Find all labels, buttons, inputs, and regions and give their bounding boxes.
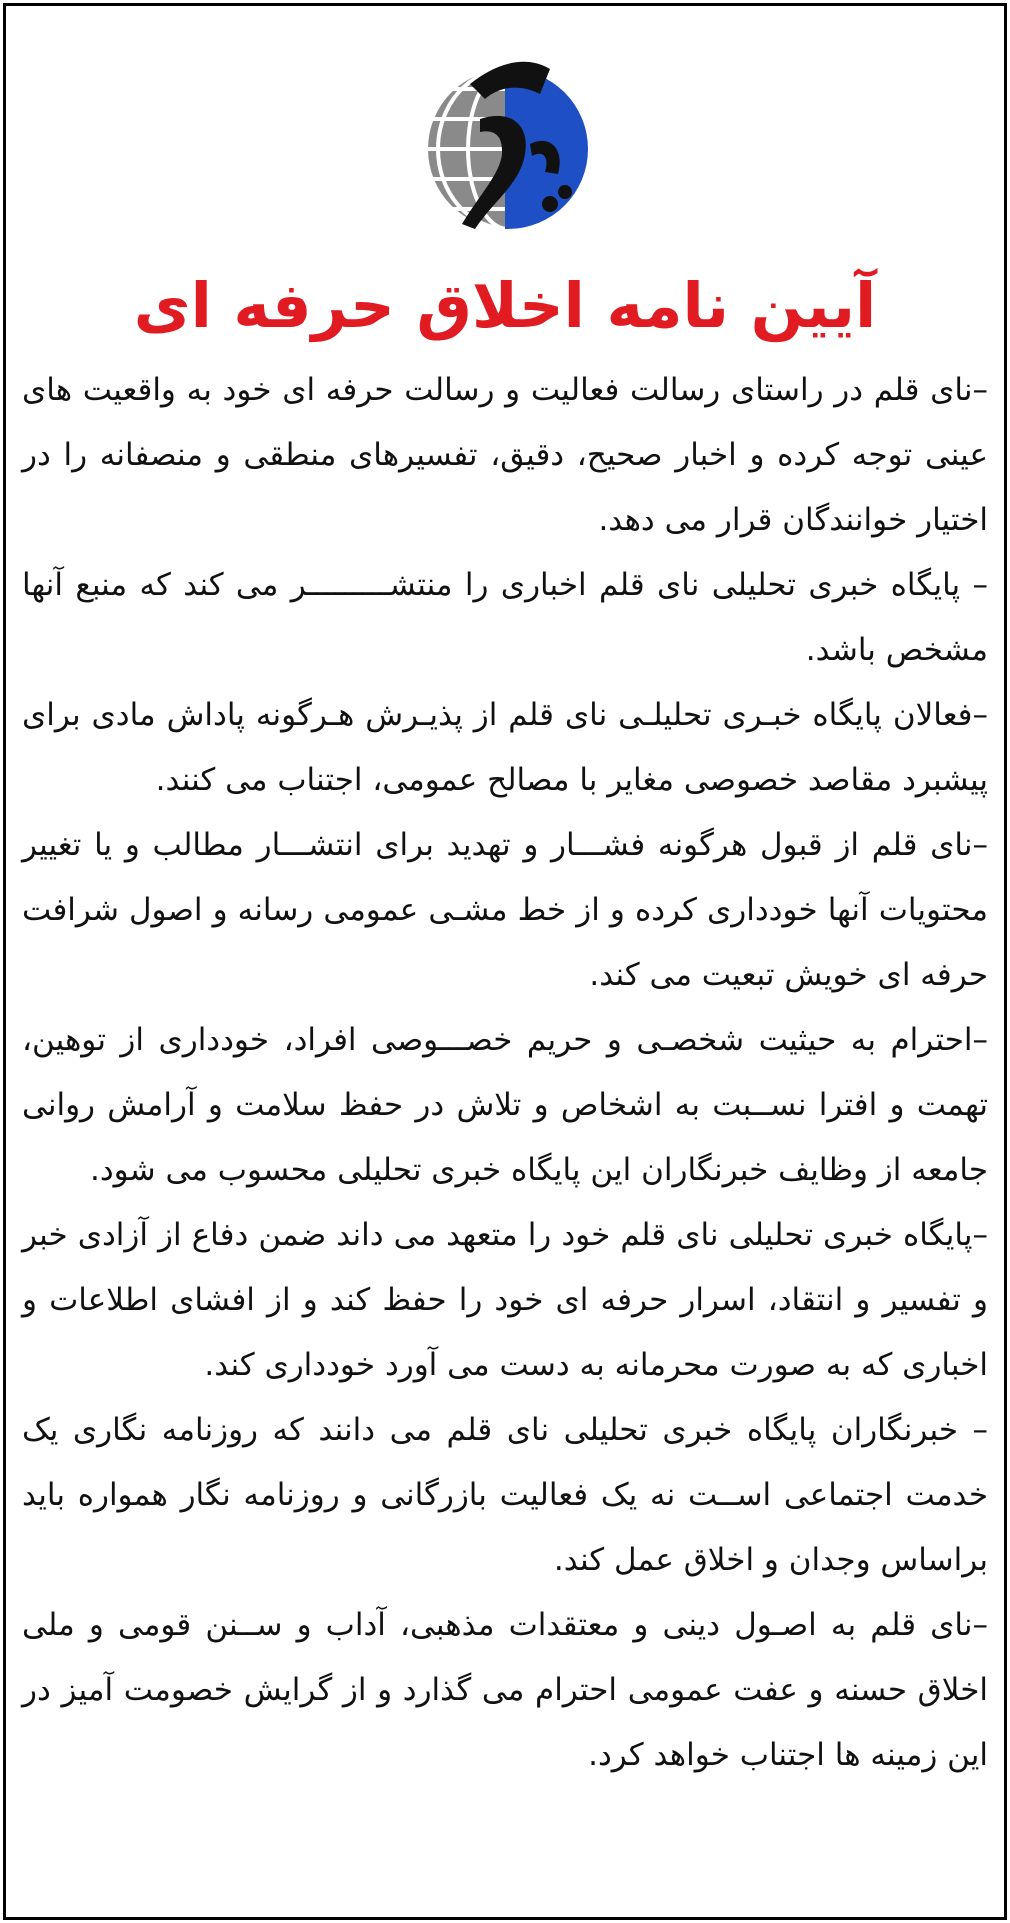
logo-tagline (400, 24, 408, 29)
paragraph-4: –نای قلم از قبول هرگونه فشـــار و تهدید برای انتشـــار مطالب و یا تغییر محتویات آنها خودداری کرده و از خط مشـی عمومی رسانه و اصول شرافت حرفه ای خویش تبعیت می کند. (22, 827, 988, 993)
paragraph-7: – خبرنگاران پایگاه خبری تحلیلی نای قلم می دانند که روزنامه نگاری یک خدمت اجتماعی اســت نه یک فعالیت بازرگانی و روزنامه نگار همواره باید براساس وجدان و اخلاق عمل کند. (22, 1412, 988, 1578)
svg-text:پایگاه خبری تحلیلی (400, 24, 408, 29)
globe-logo-icon (400, 24, 610, 254)
paragraph-8: –نای قلم به اصـول دینی و معتقدات مذهبی، آداب و ســنن قومی و ملی اخلاق حسنه و عفت عمومی احترام می گذارد و از گرایش خصومت آمیز در این زمینه ها اجتناب خواهد کرد. (22, 1607, 988, 1773)
logo (400, 24, 610, 254)
paragraph-2: – پایگاه خبری تحلیلی نای قلم اخباری را منتشـــــــــر می کند که منبع آنها مشخص باشد. (22, 567, 988, 668)
paragraph-6: –پایگاه خبری تحلیلی نای قلم خود را متعهد می داند ضمن دفاع از آزادی خبر و تفسیر و انتقاد، اسرار حرفه ای خود را حفظ کند و از افشای اطلاعات و اخباری که به صورت محرمانه به دست می آورد خودداری کند. (22, 1217, 988, 1383)
paragraph-3: –فعالان پایگاه خبـری تحلیلـی نای قلم از پذیـرش هـرگونه پاداش مادی برای پیشبرد مقاصد خصوصی مغایر با مصالح عمومی، اجتناب می کنند. (22, 697, 988, 798)
document-body (22, 358, 988, 1788)
page-title: آیین نامه اخلاق حرفه ای (133, 269, 877, 342)
paragraph-1: –نای قلم در راستای رسالت فعالیت و رسالت حرفه ای خود به واقعیت های عینی توجه کرده و اخبار صحیح، دقیق، تفسیرهای منطقی و منصفانه را در اختیار خوانندگان قرار می دهد. (22, 372, 988, 538)
paragraph-5: –احترام به حیثیت شخصـی و حریم خصـــوصی افراد، خودداری از توهین، تهمت و افترا نســبت به اشخاص و تلاش در حفظ سلامت و آرامش روانی جامعه از وظایف خبرنگاران این پایگاه خبری تحلیلی محسوب می شود. (22, 1022, 988, 1188)
logo-brand-text (550, 245, 554, 247)
